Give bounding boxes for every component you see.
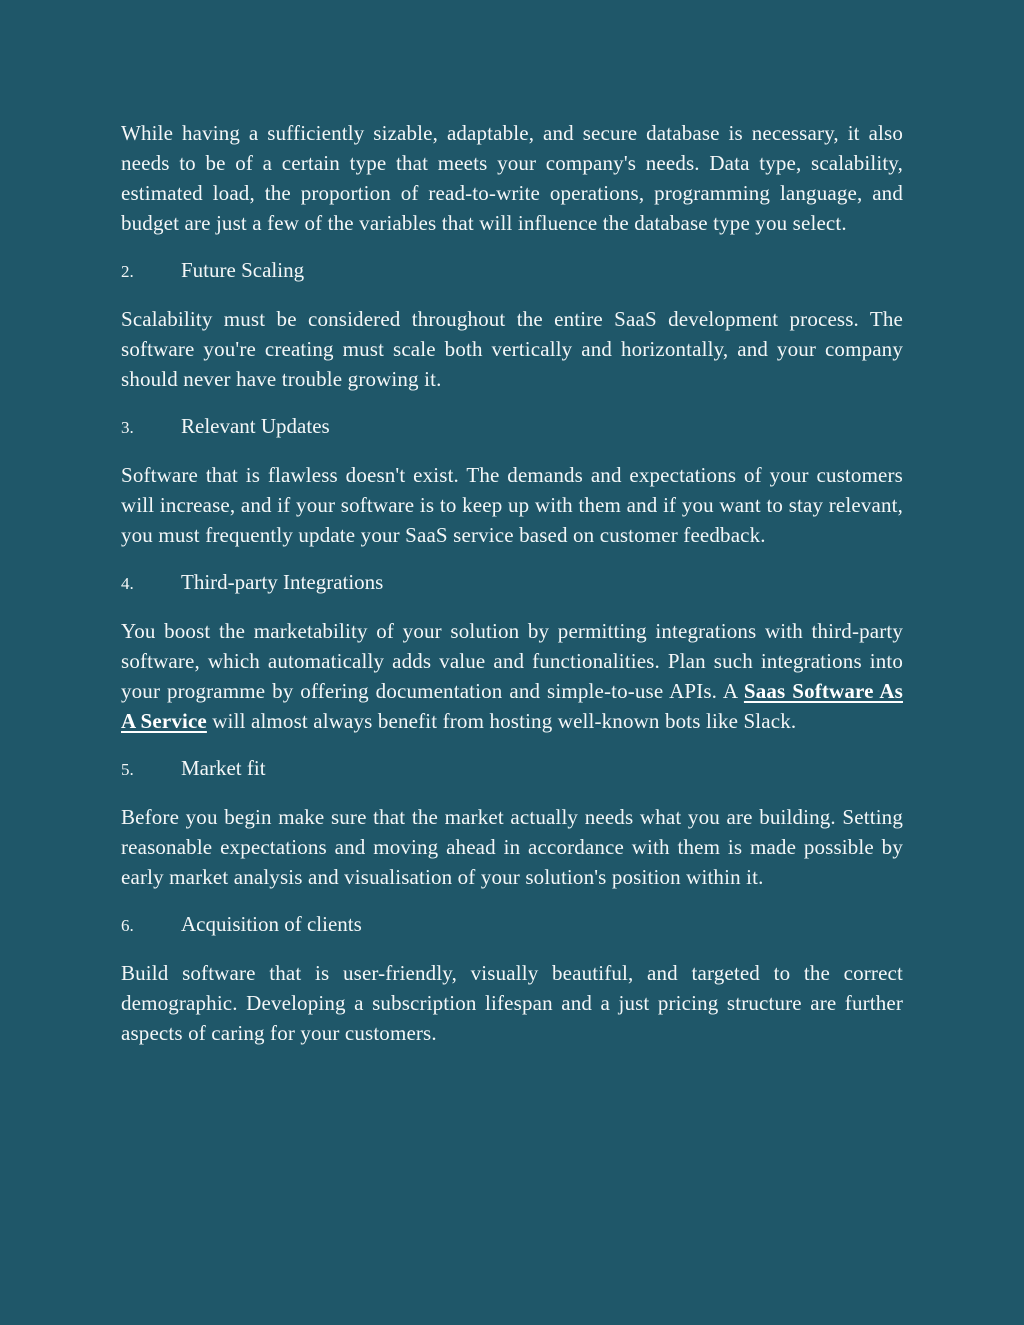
- section-title: Acquisition of clients: [181, 912, 362, 936]
- document-content: [121, 118, 903, 1048]
- section-heading-market-fit: [121, 753, 903, 785]
- section-body-third-party-integrations: [121, 616, 903, 736]
- section-heading-third-party-integrations: [121, 567, 903, 599]
- body-text-before-link: You boost the marketability of your solution by permitting integrations with third-party software, which automatically adds value and functionalities. Plan such integrations into your programme by offering documentation and simple-to-use APIs. A: [121, 619, 903, 703]
- section-body-future-scaling: Scalability must be considered throughout the entire SaaS development process. The software you're creating must scale both vertically and horizontally, and your company should never have trouble growing it.: [121, 307, 903, 391]
- section-heading-acquisition-of-clients: [121, 909, 903, 941]
- section-number: 3.: [121, 418, 134, 437]
- section-number: 5.: [121, 760, 134, 779]
- section-heading-relevant-updates: [121, 411, 903, 443]
- section-title: Market fit: [181, 756, 266, 780]
- section-number: 4.: [121, 574, 134, 593]
- section-title: Relevant Updates: [181, 414, 330, 438]
- section-body-market-fit: Before you begin make sure that the market actually needs what you are building. Setting reasonable expectations and moving ahead in accordance with them is made possible by early market analysis and visualisation of your solution's position within it.: [121, 805, 903, 889]
- saas-software-link[interactable]: Saas Software As A Service: [121, 679, 903, 733]
- section-body-relevant-updates: Software that is flawless doesn't exist. The demands and expectations of your customers will increase, and if your software is to keep up with them and if you want to stay relevant, you must frequently update your SaaS service based on customer feedback.: [121, 463, 903, 547]
- section-title: Third-party Integrations: [181, 570, 384, 594]
- section-number: 2.: [121, 262, 134, 281]
- section-title: Future Scaling: [181, 258, 305, 282]
- body-text-after-link: will almost always benefit from hosting well-known bots like Slack.: [206, 709, 797, 733]
- section-number: 6.: [121, 916, 134, 935]
- section-body-acquisition-of-clients: Build software that is user-friendly, visually beautiful, and targeted to the correct demographic. Developing a subscription lifespan and a just pricing structure are further aspects of caring for your customers.: [121, 961, 903, 1045]
- section-heading-future-scaling: [121, 255, 903, 287]
- intro-paragraph: While having a sufficiently sizable, adaptable, and secure database is necessary, it also needs to be of a certain type that meets your company's needs. Data type, scalability, estimated load, the proportion of read-to-write operations, programming language, and budget are just a few of the variables that will influence the database type you select.: [121, 121, 903, 235]
